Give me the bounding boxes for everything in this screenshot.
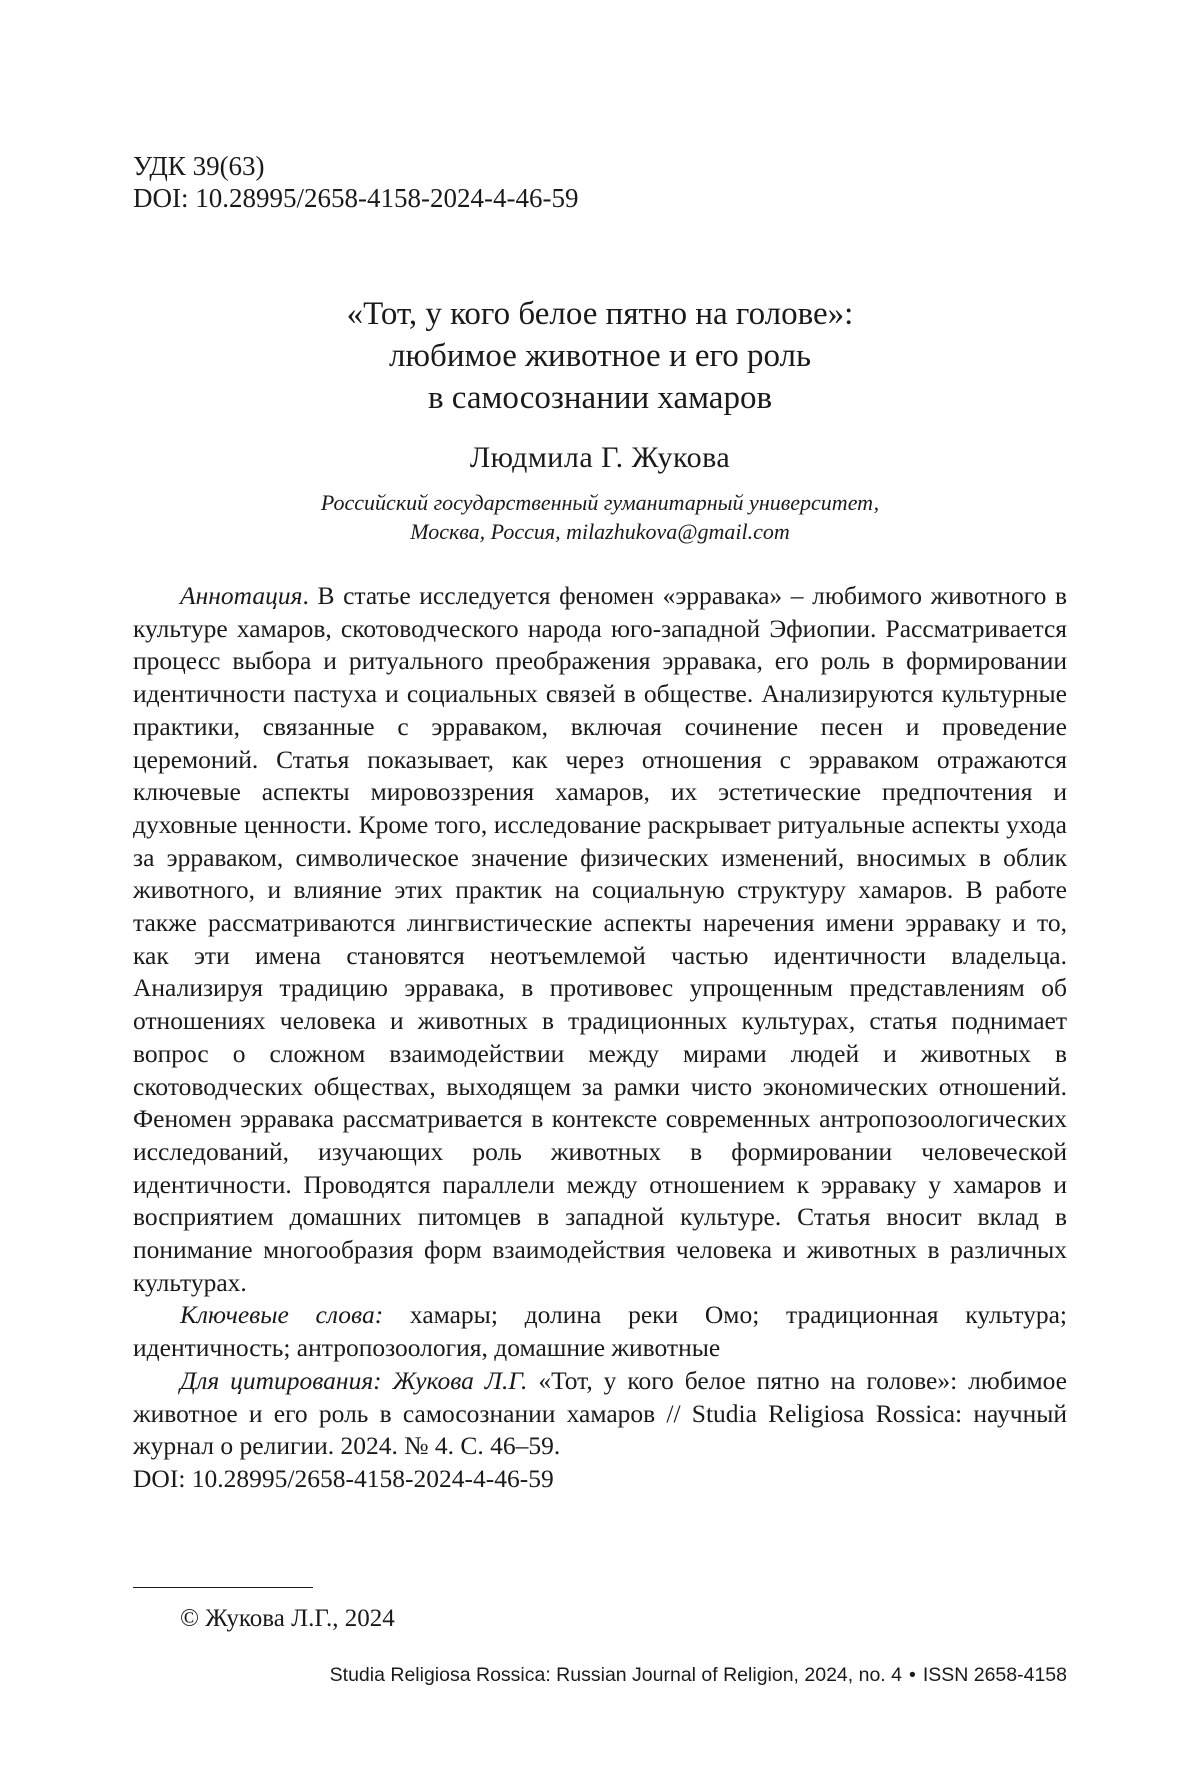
title-line-1: «Тот, у кого белое пятно на голове»: — [346, 296, 854, 332]
udc-code: УДК 39(63) — [133, 151, 265, 181]
doi-header: DOI: 10.28995/2658-4158-2024-4-46-59 — [133, 183, 579, 213]
copyright-notice: © Жукова Л.Г., 2024 — [180, 1605, 395, 1632]
abstract-label: Аннотация — [180, 581, 303, 610]
title-line-3: в самосознании хамаров — [427, 380, 773, 416]
article-front-matter — [133, 580, 1067, 1496]
article-first-page — [133, 150, 1067, 1686]
citation-label: Для цитирования: Жукова Л.Г. — [180, 1365, 528, 1395]
abstract-paragraph — [133, 580, 1067, 1299]
keywords-text: хамары; долина реки Омо; традиционная культура; идентичность; антропозоология, домашние животные — [133, 1300, 1067, 1363]
citation-paragraph — [133, 1365, 1067, 1496]
affiliation-line-1: Российский государственный гуманитарный университет, — [320, 490, 880, 515]
author-name: Людмила Г. Жукова — [469, 441, 731, 474]
footer-journal: Studia Religiosa Rossica: Russian Journal of Religion, 2024, no. 4 — [329, 1664, 902, 1686]
citation-text: «Тот, у кого белое пятно на голове»: любимое животное и его роль в самосознании хамаров // Studia Religiosa Rossica: научный журнал о религии. 2024. № 4. С. 46–59. — [133, 1365, 1067, 1461]
footnote-divider — [133, 1587, 313, 1588]
footer-issn: ISSN 2658-4158 — [922, 1664, 1067, 1686]
affiliation-line-2: Москва, Россия, milazhukova@gmail.com — [410, 519, 790, 544]
abstract-text: . В статье исследуется феномен «эрравака» – любимого животного в культуре хамаров, скотоводческого народа юго-западной Эфиопии. Рассматривается процесс выбора и ритуального преображения эрравака, его роль в формировании идентичности пастуха и социальных связей в обществе. Анализируются культурные практики, связанные с эрраваком, включая сочинение песен и проведение церемоний. Статья показывает, как через отношения с эрраваком отражаются ключевые аспекты мировоззрения хамаров, их эстетические предпочтения и духовные ценности. Кроме того, исследование раскрывает ритуальные аспекты ухода за эрраваком, символическое значение физических изменений, вносимых в облик животного, и влияние этих практик на социальную структуру хамаров. В работе также рассматриваются лингвистические аспекты наречения имени эрраваку и то, как эти имена становятся неотъемлемой частью идентичности владельца. Анализируя традицию эрравака, в противовес упрощенным представлениям об отношениях человека и животных в традиционных культурах, статья поднимает вопрос о сложном взаимодействии между мирами людей и животных в скотоводческих обществах, выходящем за рамки чисто экономических отношений. Феномен эрравака рассматривается в контексте современных антропозоологических исследований, изучающих роль животных в формировании человеческой идентичности. Проводятся параллели между отношением к эрраваку у хамаров и восприятием домашних питомцев в западной культуре. Статья вносит вклад в понимание многообразия форм взаимодействия человека и животных в различных культурах. — [133, 581, 1067, 1297]
journal-footer — [133, 1662, 1067, 1688]
keywords-paragraph — [133, 1299, 1067, 1364]
keywords-label: Ключевые слова: — [180, 1300, 384, 1330]
footer-separator: • — [908, 1664, 916, 1686]
author-affiliation — [133, 488, 1067, 546]
citation-doi: DOI: 10.28995/2658-4158-2024-4-46-59 — [133, 1463, 554, 1493]
article-title — [133, 293, 1067, 419]
title-line-2: любимое животное и его роль — [388, 338, 812, 374]
